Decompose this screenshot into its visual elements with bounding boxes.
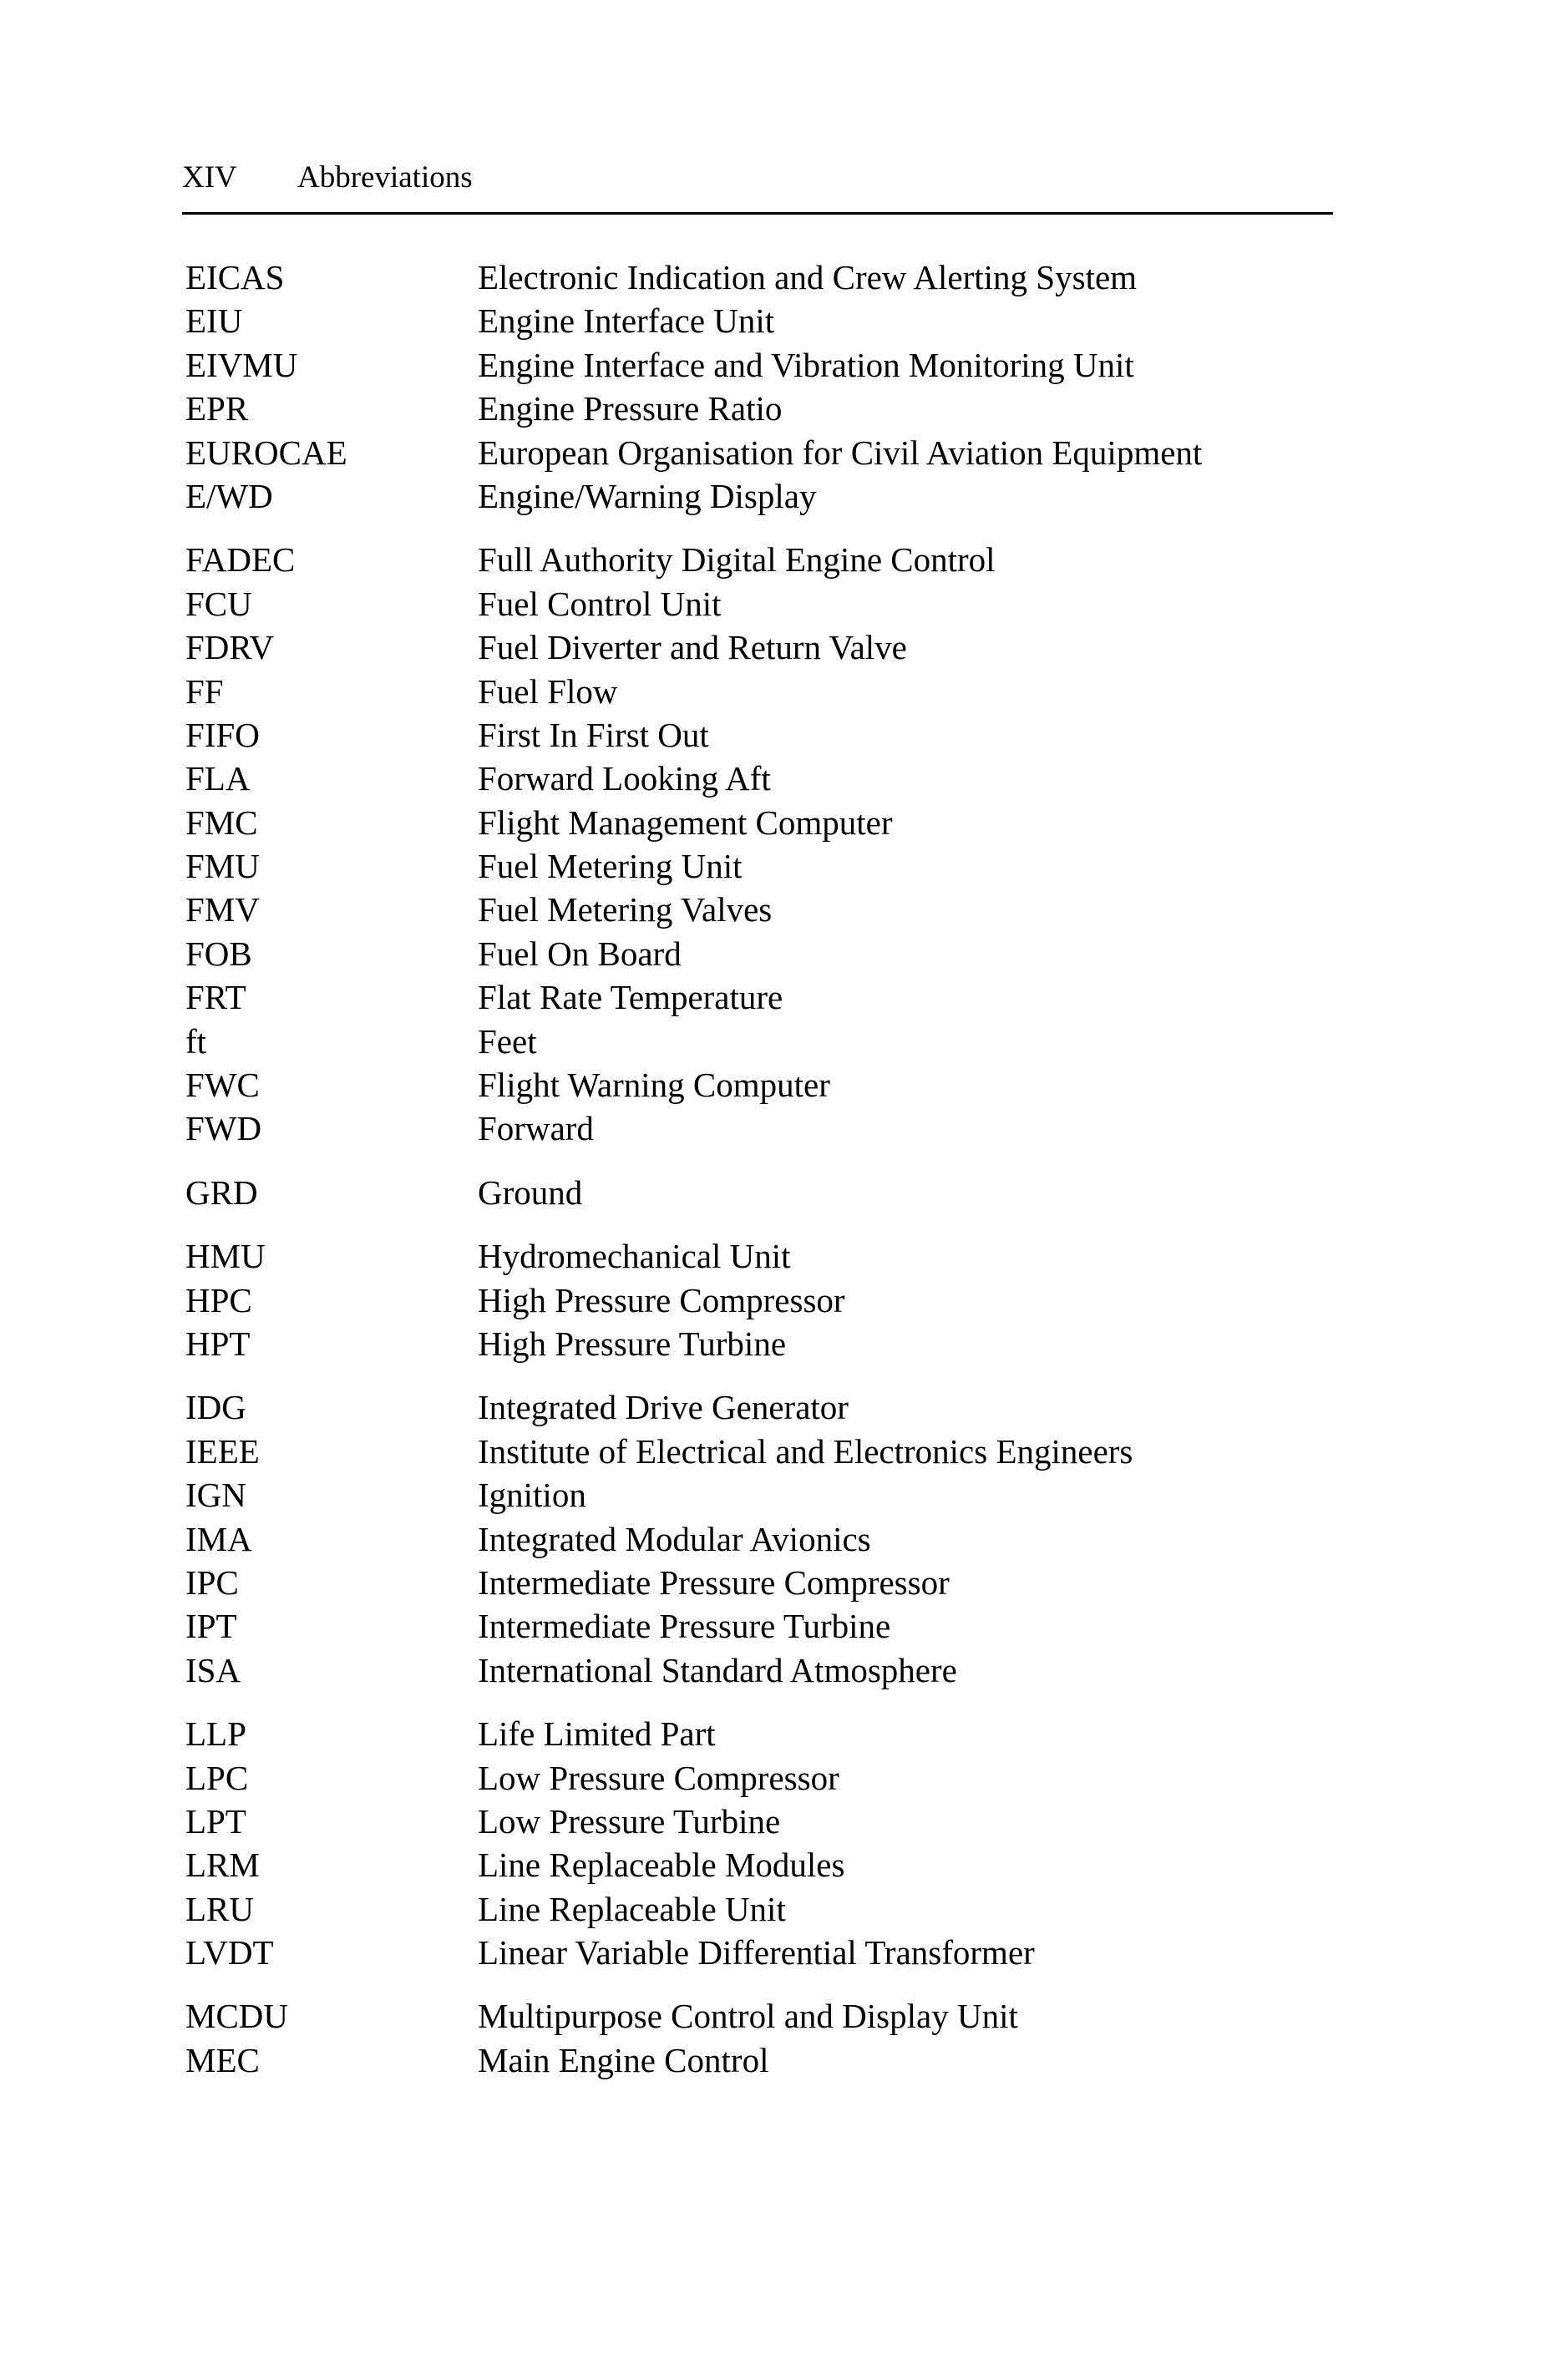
abbreviation-definition: Line Replaceable Modules [478,1846,845,1885]
abbreviation-term: FWD [185,1109,262,1148]
abbreviation-entry [185,431,1355,474]
abbreviation-entry [185,1020,1355,1063]
abbreviation-term: EICAS [185,258,285,296]
abbreviation-term: HMU [185,1237,266,1276]
abbreviation-term: IMA [185,1519,252,1558]
abbreviation-term: LRM [185,1846,260,1885]
abbreviation-definition: Fuel Metering Valves [478,890,773,929]
abbreviation-definition: Ground [478,1172,583,1212]
abbreviation-entry [185,1604,1355,1648]
abbreviation-entry [185,2038,1355,2082]
abbreviation-definition: Low Pressure Compressor [478,1758,839,1797]
abbreviation-term: ft [185,1021,207,1061]
abbreviation-term: ISA [185,1650,241,1689]
abbreviation-term: FIFO [185,715,260,754]
abbreviation-definition: Hydromechanical Unit [478,1237,791,1276]
abbreviation-entry [185,1712,1355,1755]
abbreviation-definition: Full Authority Digital Engine Control [478,540,996,580]
abbreviation-entry [185,625,1355,669]
abbreviation-definition: Fuel On Board [478,934,682,973]
abbreviation-entry [185,1800,1355,1843]
abbreviation-definition: Intermediate Pressure Compressor [478,1562,950,1602]
abbreviation-definition: Engine Interface and Vibration Monitoring Unit [478,345,1134,384]
abbreviation-term: FOB [185,934,252,973]
abbreviation-term: FRT [185,978,246,1017]
abbreviation-definition: High Pressure Compressor [478,1280,845,1319]
abbreviation-definition: Fuel Diverter and Return Valve [478,628,907,667]
abbreviation-list [185,256,1355,2102]
abbreviation-term: IDG [185,1388,246,1427]
abbreviation-definition: Line Replaceable Unit [478,1889,786,1928]
abbreviation-term: FWC [185,1066,260,1105]
abbreviation-entry [185,1561,1355,1604]
abbreviation-definition: Flat Rate Temperature [478,978,783,1017]
abbreviation-entry [185,1234,1355,1278]
abbreviation-group [185,1712,1355,1974]
abbreviation-definition: Flight Warning Computer [478,1066,830,1105]
abbreviation-entry [185,1994,1355,2038]
abbreviation-definition: Flight Management Computer [478,803,893,842]
abbreviation-term: IPT [185,1607,237,1646]
abbreviation-definition: Engine Interface Unit [478,301,775,341]
abbreviation-term: FLA [185,759,251,798]
abbreviation-definition: Engine Pressure Ratio [478,389,783,428]
abbreviation-term: HPC [185,1280,252,1319]
abbreviation-group [185,1385,1355,1692]
abbreviation-term: FDRV [185,628,275,667]
abbreviation-definition: Ignition [478,1476,586,1515]
abbreviation-entry [185,538,1355,581]
abbreviation-entry [185,1473,1355,1517]
abbreviation-entry [185,844,1355,888]
abbreviation-definition: High Pressure Turbine [478,1324,787,1363]
abbreviation-entry [185,932,1355,975]
abbreviation-definition: Intermediate Pressure Turbine [478,1607,891,1646]
abbreviation-group [185,256,1355,518]
abbreviation-entry [185,1322,1355,1365]
abbreviation-entry [185,1279,1355,1322]
abbreviation-entry [185,1887,1355,1931]
abbreviation-term: FCU [185,584,252,623]
abbreviation-term: FMC [185,803,258,842]
abbreviation-term: IGN [185,1476,246,1515]
abbreviation-entry [185,1385,1355,1429]
abbreviation-entry [185,1648,1355,1692]
abbreviation-term: FMV [185,890,260,929]
abbreviation-entry [185,474,1355,518]
abbreviation-definition: International Standard Atmosphere [478,1650,957,1689]
abbreviation-group [185,1994,1355,2082]
running-title: Abbreviations [297,160,473,195]
abbreviation-definition: Fuel Flow [478,671,618,711]
abbreviation-term: EIVMU [185,345,298,384]
abbreviation-term: LLP [185,1714,246,1754]
abbreviation-definition: Electronic Indication and Crew Alerting System [478,258,1138,296]
abbreviation-entry [185,256,1355,299]
abbreviation-term: E/WD [185,476,273,515]
abbreviation-term: EIU [185,301,243,341]
page-number: XIV [182,160,237,195]
abbreviation-definition: Life Limited Part [478,1714,716,1754]
abbreviation-entry [185,299,1355,342]
abbreviation-definition: Low Pressure Turbine [478,1801,781,1841]
abbreviation-term: MEC [185,2040,260,2079]
abbreviation-definition: Multipurpose Control and Display Unit [478,1997,1018,2036]
abbreviation-term: FMU [185,847,260,886]
abbreviation-entry [185,1756,1355,1800]
abbreviation-entry [185,582,1355,625]
abbreviation-term: IEEE [185,1431,260,1471]
abbreviation-definition: Forward Looking Aft [478,759,771,798]
abbreviation-term: LPT [185,1801,246,1841]
page-header [182,157,1333,199]
abbreviation-definition: First In First Out [478,715,709,754]
abbreviation-entry [185,1171,1355,1214]
abbreviation-definition: Main Engine Control [478,2040,769,2079]
abbreviation-term: MCDU [185,1997,289,2036]
abbreviation-entry [185,387,1355,430]
abbreviation-term: GRD [185,1172,258,1212]
abbreviation-entry [185,1517,1355,1561]
abbreviation-entry [185,801,1355,844]
abbreviation-term: FADEC [185,540,296,580]
abbreviation-definition: Integrated Modular Avionics [478,1519,871,1558]
abbreviation-group [185,1171,1355,1214]
abbreviation-entry [185,713,1355,757]
header-divider [182,212,1333,215]
abbreviation-definition: Feet [478,1021,537,1061]
abbreviation-term: LPC [185,1758,249,1797]
abbreviation-group [185,538,1355,1150]
abbreviation-term: HPT [185,1324,251,1363]
abbreviation-entry [185,1931,1355,1974]
abbreviation-term: LVDT [185,1933,274,1972]
abbreviation-entry [185,1843,1355,1886]
abbreviation-entry [185,888,1355,931]
abbreviation-definition: European Organisation for Civil Aviation Equipment [478,433,1203,472]
abbreviation-definition: Institute of Electrical and Electronics Engineers [478,1431,1133,1471]
abbreviation-entry [185,757,1355,800]
abbreviation-definition: Engine/Warning Display [478,476,817,515]
abbreviation-entry [185,343,1355,387]
abbreviation-term: EPR [185,389,249,428]
abbreviation-term: IPC [185,1562,239,1602]
abbreviation-definition: Fuel Metering Unit [478,847,743,886]
abbreviation-definition: Linear Variable Differential Transformer [478,1933,1035,1972]
abbreviation-group [185,1234,1355,1365]
abbreviation-term: LRU [185,1889,254,1928]
abbreviation-term: EUROCAE [185,433,347,472]
abbreviation-definition: Forward [478,1109,594,1148]
abbreviation-entry [185,975,1355,1019]
abbreviation-definition: Fuel Control Unit [478,584,722,623]
abbreviation-entry [185,670,1355,713]
abbreviation-entry [185,1063,1355,1106]
abbreviation-definition: Integrated Drive Generator [478,1388,849,1427]
abbreviation-term: FF [185,671,224,711]
abbreviation-entry [185,1106,1355,1150]
abbreviation-entry [185,1430,1355,1473]
